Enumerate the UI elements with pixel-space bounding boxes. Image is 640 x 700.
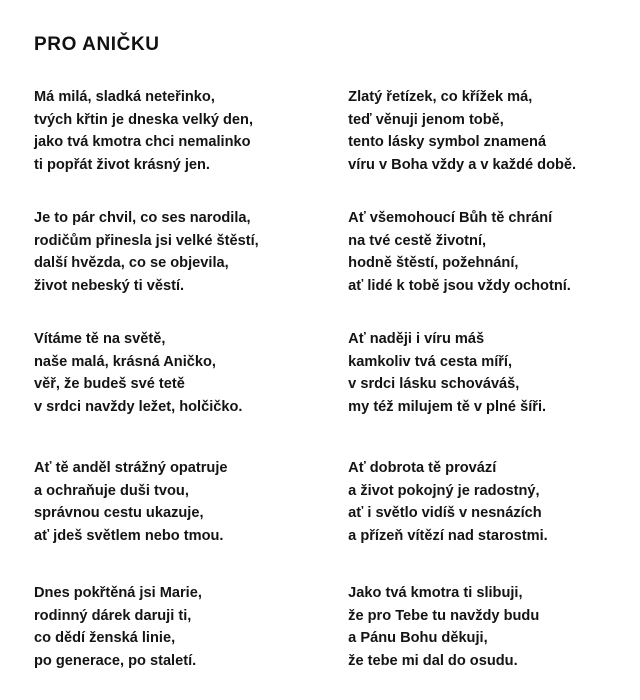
poem-line: kamkoliv tvá cesta míří, (348, 353, 513, 370)
stanza (348, 582, 614, 672)
poem-line: po generace, po staletí. (34, 652, 197, 669)
poem-line: Zlatý řetízek, co křížek má, (348, 89, 533, 105)
poem-line: Ať dobrota tě provází (348, 460, 497, 476)
poem-line: tento lásky symbol znamená (348, 134, 547, 150)
stanza (34, 86, 336, 176)
stanza (348, 328, 614, 418)
poem-line: že pro Tebe tu navždy budu (348, 607, 540, 624)
poem-line: a přízeň vítězí nad starostmi. (348, 527, 548, 544)
poem-line: víru v Boha vždy a v každé době. (348, 156, 577, 173)
poem-columns (30, 86, 614, 672)
poem-line: a život pokojný je radostný, (348, 482, 540, 499)
poem-line: správnou cestu ukazuje, (34, 505, 204, 521)
poem-line: hodně štěstí, požehnání, (348, 255, 519, 271)
poem-line: v srdci navždy ležet, holčičko. (34, 398, 243, 415)
poem-line: na tvé cestě životní, (348, 232, 487, 249)
stanza (34, 582, 336, 672)
poem-line: Ať všemohoucí Bůh tě chrání (348, 210, 553, 226)
poem-line: my též milujem tě v plné šíři. (348, 398, 547, 415)
poem-line: jako tvá kmotra chci nemalinko (34, 134, 251, 150)
poem-line: v srdci lásku schováváš, (348, 376, 520, 392)
poem-line: věř, že budeš své tetě (34, 376, 185, 392)
poem-line: Dnes pokřtěná jsi Marie, (34, 585, 202, 601)
poem-line: ať jdeš světlem nebo tmou. (34, 527, 224, 544)
poem-line: že tebe mi dal do osudu. (348, 652, 518, 669)
stanza (348, 207, 614, 297)
poem-line: tvých křtin je dneska velký den, (34, 111, 254, 128)
poem-line: rodičům přinesla jsi velké štěstí, (34, 232, 259, 249)
poem-line: další hvězda, co se objevila, (34, 255, 229, 271)
poem-column-left (30, 86, 336, 672)
poem-line: Má milá, sladká neteřinko, (34, 89, 215, 105)
poem-line: a ochraňuje duši tvou, (34, 482, 189, 499)
poem-line: co dědí ženská linie, (34, 630, 176, 646)
poem-line: a Pánu Bohu děkuji, (348, 630, 488, 646)
stanza (34, 328, 336, 418)
stanza (34, 207, 336, 297)
poem-line: Je to pár chvil, co ses narodila, (34, 210, 251, 226)
poem-line: naše malá, krásná Aničko, (34, 353, 216, 370)
poem-line: Jako tvá kmotra ti slibuji, (348, 585, 523, 601)
poem-line: Vítáme tě na světě, (34, 331, 166, 347)
stanza (348, 457, 614, 547)
poem-line: Ať tě anděl strážný opatruje (34, 460, 228, 476)
stanza (348, 86, 614, 176)
page-title: PRO ANIČKU (34, 34, 160, 55)
poem-line: život nebeský ti věstí. (34, 277, 185, 294)
poem-line: ať lidé k tobě jsou vždy ochotní. (348, 277, 571, 294)
poem-column-right (336, 86, 614, 672)
poem-line: ti popřát život krásný jen. (34, 156, 210, 173)
poem-line: Ať naději i víru máš (348, 331, 485, 347)
poem-line: teď věnuji jenom tobě, (348, 111, 504, 128)
poem-line: ať i světlo vidíš v nesnázích (348, 505, 542, 521)
stanza (34, 457, 336, 547)
poem-line: rodinný dárek daruji ti, (34, 607, 192, 624)
